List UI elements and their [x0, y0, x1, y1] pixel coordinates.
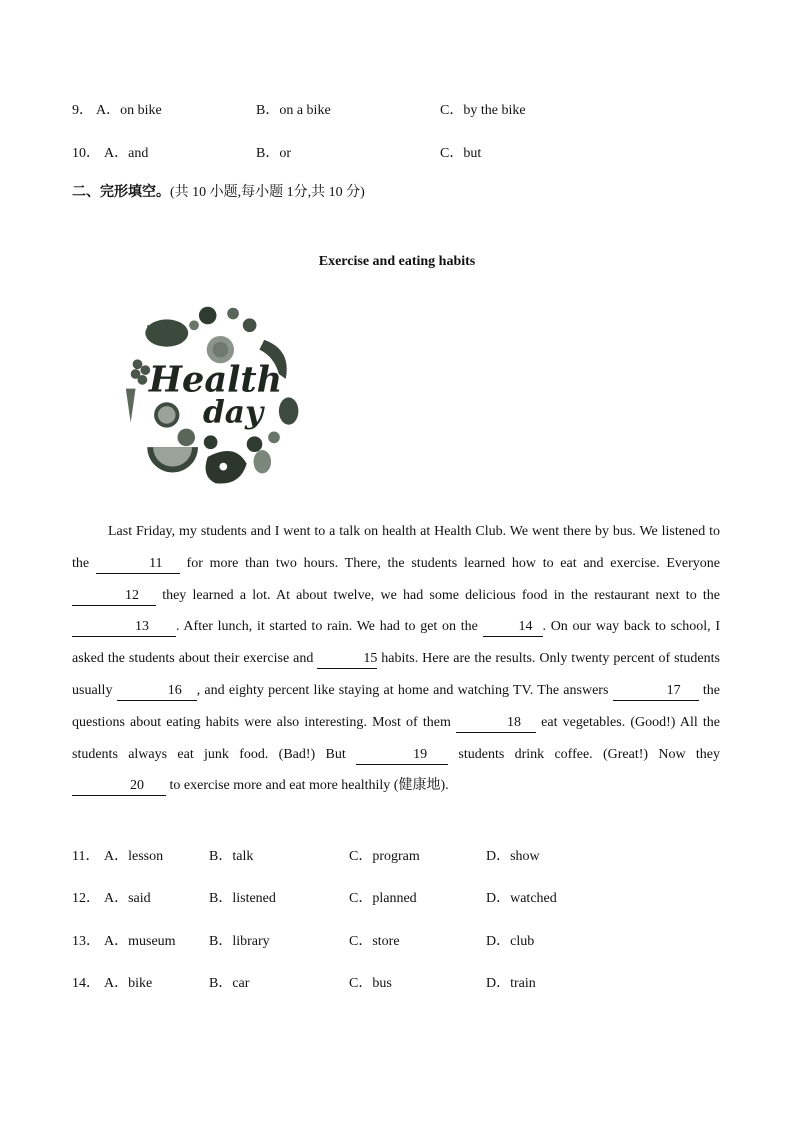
option-b: B．listened	[209, 891, 276, 906]
passage-text: students drink coffee. (Great!) Now they	[448, 746, 720, 762]
option-c: C．store	[349, 934, 400, 949]
section-heading	[72, 182, 365, 203]
passage-title: Exercise and eating habits	[318, 254, 476, 269]
option-b: B．on a bike	[256, 103, 331, 118]
logo-word-day: day	[202, 394, 264, 431]
passage-text: they learned a lot. At about twelve, we had some delicious food in the restaurant next to the	[156, 587, 720, 603]
question-number: 13．	[72, 934, 100, 949]
passage-text: . On our way back to school, I asked the students about their exercise and	[72, 619, 720, 667]
blank-16: 16	[117, 682, 197, 701]
question-number: 14．	[72, 976, 100, 991]
option-a: A．museum	[104, 934, 176, 949]
question-number: 12．	[72, 891, 100, 906]
passage-text: for more than two hours. There, the students learned how to eat and exercise. Everyone	[179, 555, 720, 571]
option-b: B．car	[209, 976, 250, 991]
blank-14: 14	[483, 618, 543, 637]
blank-18: 18	[456, 714, 536, 733]
option-a: A．on bike	[96, 103, 162, 118]
logo-word-health: Health	[148, 359, 283, 401]
passage-text: , and eighty percent like staying at home and watching TV. The answers	[196, 682, 613, 698]
passage-text: Last Friday, my students and I went to a talk on health at Health Club. We went there by bus. We listened to the	[72, 524, 720, 571]
blank-19: 19	[356, 746, 448, 765]
option-a: A．and	[104, 146, 149, 161]
passage-text: the questions about eating habits were also interesting. Most of them	[72, 682, 720, 730]
option-c: C．planned	[349, 891, 417, 906]
passage-text: . After lunch, it started to rain. We had to get on the	[176, 619, 483, 635]
option-d: D．train	[486, 976, 536, 991]
passage-text: to exercise more and eat more healthily (健康地).	[166, 778, 449, 794]
option-b: B．library	[209, 934, 270, 949]
option-b: B．or	[256, 146, 291, 161]
option-a: A．bike	[104, 976, 153, 991]
option-c: C．but	[440, 146, 482, 161]
option-b: B．talk	[209, 849, 254, 864]
option-d: D．club	[486, 934, 535, 949]
health-day-logo	[118, 296, 313, 491]
section-label: 二、完形填空。	[72, 184, 170, 200]
blank-15: 15	[317, 650, 377, 669]
blank-12: 12	[72, 587, 156, 606]
option-d: D．show	[486, 849, 540, 864]
option-c: C．program	[349, 849, 420, 864]
blank-20: 20	[72, 777, 166, 796]
question-number: 10．	[72, 146, 100, 161]
option-a: A．lesson	[104, 849, 164, 864]
section-note: (共 10 小题,每小题 1分,共 10 分)	[170, 185, 365, 200]
passage-text: eat vegetables. (Good!) All the students always eat junk food. (Bad!) But	[72, 714, 720, 762]
blank-17: 17	[613, 682, 699, 701]
option-a: A．said	[104, 891, 151, 906]
blank-13: 13	[72, 618, 176, 637]
blank-11: 11	[96, 555, 180, 574]
question-number: 9．	[72, 103, 93, 118]
option-d: D．watched	[486, 891, 557, 906]
option-c: C．bus	[349, 976, 392, 991]
cloze-passage	[72, 516, 720, 802]
question-number: 11．	[72, 849, 100, 864]
option-c: C．by the bike	[440, 103, 526, 118]
passage-text: habits. Here are the results. Only twenty percent of students usually	[72, 651, 720, 698]
